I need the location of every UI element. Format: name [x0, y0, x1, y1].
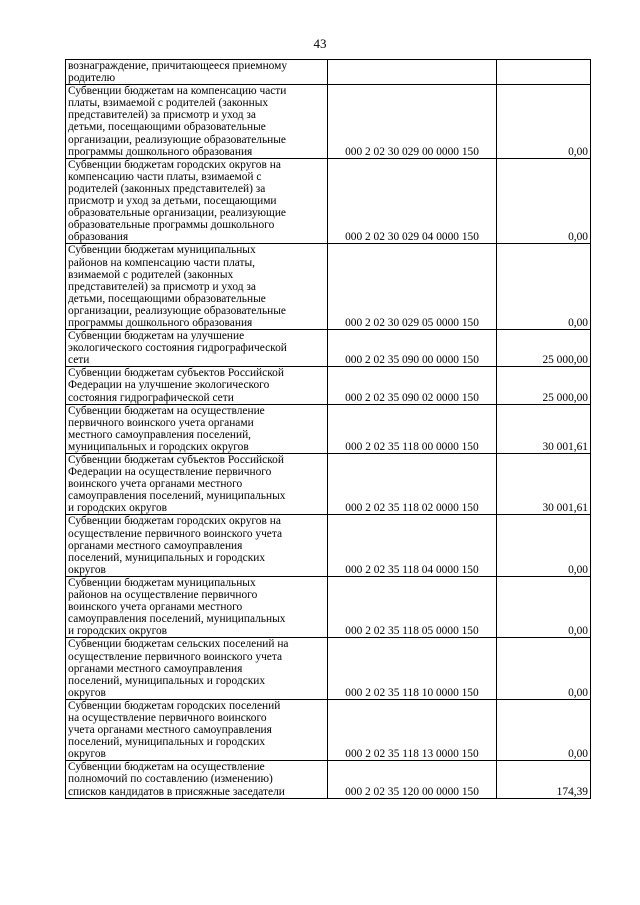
- row-name-cell: Субвенции бюджетам субъектов Российской Федерации на осуществление первичного воинского учета органами местного самоуправления поселений, муниципальных и городских округов: [66, 454, 328, 515]
- budget-table: [65, 59, 591, 799]
- row-name-cell: Субвенции бюджетам сельских поселений на осуществление первичного воинского учета органами местного самоуправления поселений, муниципальных и городских округов: [66, 638, 328, 699]
- table-row: [66, 761, 591, 798]
- table-row: [66, 85, 591, 159]
- row-amount-cell: 174,39: [497, 761, 591, 798]
- row-name-cell: Субвенции бюджетам на осуществление первичного воинского учета органами местного самоуправления поселений, муниципальных и городских округов: [66, 404, 328, 453]
- row-code-cell: 000 2 02 35 118 13 0000 150: [328, 699, 497, 760]
- row-code-cell: 000 2 02 35 118 10 0000 150: [328, 638, 497, 699]
- table-body: [66, 60, 591, 799]
- row-amount-cell: 0,00: [497, 699, 591, 760]
- row-amount-cell: 30 001,61: [497, 454, 591, 515]
- row-name-cell: Субвенции бюджетам муниципальных районов на компенсацию части платы, взимаемой с родителей (законных представителей) за присмотр и уход за детьми, посещающими образовательные организации, реализующие образовательные программы дошкольного образования: [66, 244, 328, 330]
- row-name-cell: Субвенции бюджетам на компенсацию части платы, взимаемой с родителей (законных представителей) за присмотр и уход за детьми, посещающими образовательные организации, реализующие образовательные программы дошкольного образования: [66, 85, 328, 159]
- row-name-cell: Субвенции бюджетам городских поселений на осуществление первичного воинского учета органами местного самоуправления поселений, муниципальных и городских округов: [66, 699, 328, 760]
- table-row: [66, 515, 591, 576]
- row-code-cell: 000 2 02 35 118 02 0000 150: [328, 454, 497, 515]
- row-code-cell: 000 2 02 35 118 00 0000 150: [328, 404, 497, 453]
- row-code-cell: 000 2 02 35 120 00 0000 150: [328, 761, 497, 798]
- row-amount-cell: 0,00: [497, 85, 591, 159]
- table-row: [66, 158, 591, 244]
- row-amount-cell: [497, 60, 591, 85]
- row-amount-cell: 0,00: [497, 515, 591, 576]
- table-row: [66, 367, 591, 404]
- row-code-cell: [328, 60, 497, 85]
- table-row: [66, 638, 591, 699]
- table-row: [66, 454, 591, 515]
- page-number: 43: [313, 36, 327, 51]
- row-amount-cell: 30 001,61: [497, 404, 591, 453]
- row-amount-cell: 0,00: [497, 158, 591, 244]
- row-code-cell: 000 2 02 35 118 05 0000 150: [328, 576, 497, 637]
- row-name-cell: Субвенции бюджетам городских округов на осуществление первичного воинского учета органами местного самоуправления поселений, муниципальных и городских округов: [66, 515, 328, 576]
- row-code-cell: 000 2 02 35 090 00 0000 150: [328, 330, 497, 367]
- row-name-cell: Субвенции бюджетам на осуществление полномочий по составлению (изменению) списков кандидатов в присяжные заседатели: [66, 761, 328, 798]
- table-row: [66, 60, 591, 85]
- row-amount-cell: 0,00: [497, 638, 591, 699]
- row-name-cell: Субвенции бюджетам муниципальных районов на осуществление первичного воинского учета органами местного самоуправления поселений, муниципальных и городских округов: [66, 576, 328, 637]
- row-amount-cell: 25 000,00: [497, 330, 591, 367]
- row-code-cell: 000 2 02 30 029 05 0000 150: [328, 244, 497, 330]
- row-amount-cell: 0,00: [497, 576, 591, 637]
- row-amount-cell: 0,00: [497, 244, 591, 330]
- row-name-cell: Субвенции бюджетам городских округов на компенсацию части платы, взимаемой с родителей (законных представителей) за присмотр и уход за детьми, посещающими образовательные организации, реализующие образовательные программы дошкольного образования: [66, 158, 328, 244]
- table-row: [66, 699, 591, 760]
- row-name-cell: вознаграждение, причитающееся приемному родителю: [66, 60, 328, 85]
- table-row: [66, 330, 591, 367]
- table-row: [66, 244, 591, 330]
- row-name-cell: Субвенции бюджетам субъектов Российской Федерации на улучшение экологического состояния гидрографической сети: [66, 367, 328, 404]
- row-code-cell: 000 2 02 35 118 04 0000 150: [328, 515, 497, 576]
- row-amount-cell: 25 000,00: [497, 367, 591, 404]
- row-code-cell: 000 2 02 35 090 02 0000 150: [328, 367, 497, 404]
- row-code-cell: 000 2 02 30 029 04 0000 150: [328, 158, 497, 244]
- table-row: [66, 576, 591, 637]
- row-code-cell: 000 2 02 30 029 00 0000 150: [328, 85, 497, 159]
- table-row: [66, 404, 591, 453]
- row-name-cell: Субвенции бюджетам на улучшение экологического состояния гидрографической сети: [66, 330, 328, 367]
